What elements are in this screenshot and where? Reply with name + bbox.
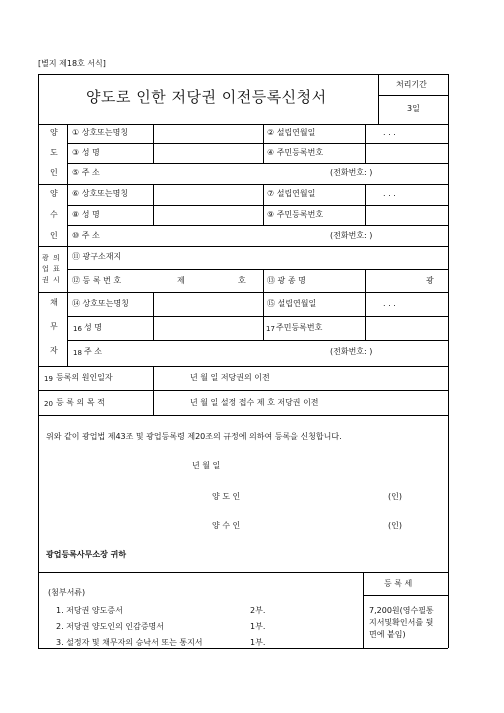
- application-date: 년 월 일: [192, 461, 221, 470]
- assignee-side-2: 수: [50, 210, 58, 219]
- assignor-phone: (전화번호: ): [330, 168, 373, 177]
- assignee-person-label: ⑧ 성 명: [72, 210, 100, 219]
- debtor-person-label: 성 명: [84, 323, 102, 332]
- rule: [263, 269, 264, 292]
- assignee-date-dots: . . .: [383, 189, 396, 198]
- assignee-name-label: ⑥ 상호또는명칭: [72, 189, 129, 198]
- registration-tax-line-1: 7,200원(영수필통: [369, 606, 434, 615]
- border-top: [38, 74, 448, 75]
- debtor-address-label: 주 소: [84, 347, 102, 356]
- mining-side-6: 시: [53, 276, 60, 284]
- rule: [263, 292, 264, 340]
- registration-tax-label: 등 록 세: [384, 579, 413, 588]
- rule: [67, 225, 448, 226]
- rule: [365, 184, 366, 226]
- rule: [365, 292, 366, 340]
- rule: [365, 124, 366, 164]
- assignor-date-dots: . . .: [383, 128, 396, 137]
- registration-je: 제: [177, 276, 185, 285]
- assignor-address-label: ⑤ 주 소: [72, 168, 100, 177]
- rule: [67, 205, 448, 206]
- purpose-label: 등 록 의 목 적: [56, 398, 105, 407]
- debtor-date-dots: . . .: [383, 299, 396, 308]
- cause-date-label: 등록의 원인일자: [56, 373, 113, 382]
- rule: [67, 340, 448, 341]
- rule: [363, 595, 448, 596]
- application-statement: 위와 같이 광업법 제43조 및 광업등록령 제20조의 규정에 의하여 등록을 신청합니다.: [46, 432, 342, 441]
- assignor-founding-date-label: ② 설립연월일: [267, 128, 316, 137]
- border-right: [448, 74, 449, 648]
- debtor-person-num: 16: [73, 325, 82, 333]
- rule: [153, 292, 154, 340]
- mining-side-2: 업: [42, 265, 49, 273]
- processing-divider: [378, 74, 379, 124]
- assignee-sign-label: 양 수 인: [212, 521, 241, 530]
- debtor-founding-date-label: ⑮ 설립연월일: [267, 299, 317, 308]
- attachment-count-2: 1부.: [250, 622, 266, 631]
- mineral-unit: 광: [426, 276, 434, 285]
- rule: [153, 184, 154, 226]
- row19-num: 19: [44, 375, 53, 383]
- attachment-item-3: 3. 설정자 및 채무자의 승낙서 또는 통지서: [56, 638, 203, 647]
- debtor-id-label: 주민등록번호: [276, 323, 323, 332]
- debtor-address-num: 18: [73, 349, 82, 357]
- rule: [67, 269, 448, 270]
- processing-split: [378, 95, 448, 96]
- rule: [38, 572, 448, 573]
- processing-period-value: 3일: [407, 104, 420, 113]
- rule: [38, 390, 448, 391]
- registration-ho: 호: [238, 276, 246, 285]
- assignee-side-3: 인: [50, 231, 58, 240]
- rule: [263, 184, 264, 226]
- cause-date-value: 년 월 일 저당권의 이전: [190, 373, 270, 382]
- purpose-value: 년 월 일 설정 접수 제 호 저당권 이전: [190, 398, 319, 407]
- rule: [38, 415, 448, 416]
- debtor-name-label: ⑭ 상호또는명칭: [72, 299, 129, 308]
- assignee-phone: (전화번호: ): [330, 231, 373, 240]
- mineral-type-label: ⑬ 광 종 명: [267, 276, 306, 285]
- rule: [365, 269, 366, 292]
- rule: [67, 316, 448, 317]
- debtor-side-3: 자: [50, 346, 58, 355]
- registration-tax-line-3: 면에 붙임): [369, 630, 406, 639]
- attachments-header: (첨부서류): [48, 588, 86, 597]
- debtor-id-num: 17: [266, 325, 275, 333]
- assignee-founding-date-label: ⑦ 설립연월일: [267, 189, 316, 198]
- assignor-person-label: ③ 성 명: [72, 148, 100, 157]
- rule: [363, 572, 364, 648]
- debtor-side-2: 무: [50, 322, 58, 331]
- registration-number-label: ⑫ 등 록 번 호: [72, 276, 122, 285]
- attachment-item-2: 2. 저당권 양도인의 인감증명서: [56, 622, 164, 631]
- form-label: [별지 제18호 서식]: [38, 59, 106, 68]
- assignee-id-label: ⑨ 주민등록번호: [267, 210, 324, 219]
- debtor-bottom: [38, 366, 448, 367]
- rule: [67, 163, 448, 164]
- assignor-seal: (인): [388, 492, 402, 501]
- assignee-seal: (인): [388, 521, 402, 530]
- debtor-phone: (전화번호: ): [330, 347, 373, 356]
- debtor-side-1: 채: [50, 298, 58, 307]
- mining-side-5: 표: [53, 265, 60, 273]
- addressee: 광업등록사무소장 귀하: [46, 550, 127, 559]
- assignor-side-1: 양: [50, 128, 58, 137]
- assignor-side-3: 인: [50, 168, 58, 177]
- attachment-count-1: 2부.: [250, 606, 266, 615]
- side-col-line: [67, 124, 68, 366]
- assignor-side-2: 도: [50, 148, 58, 157]
- row20-num: 20: [44, 400, 53, 408]
- assignor-id-label: ④ 주민등록번호: [267, 148, 324, 157]
- assignor-sign-label: 양 도 인: [212, 492, 241, 501]
- processing-period-label: 처리기간: [396, 80, 427, 89]
- rule: [153, 366, 154, 415]
- mine-location-label: ⑪ 광구소재지: [72, 252, 122, 261]
- assignor-name-label: ① 상호또는명칭: [72, 128, 129, 137]
- header-bottom: [38, 124, 448, 125]
- mining-side-1: 광: [42, 254, 49, 262]
- border-bottom: [38, 648, 448, 649]
- rule: [263, 124, 264, 164]
- registration-tax-line-2: 지서및확인서를 뒷: [369, 618, 434, 627]
- rule: [153, 124, 154, 164]
- rule: [67, 143, 448, 144]
- assignee-side-1: 양: [50, 189, 58, 198]
- mining-side-3: 권: [42, 276, 49, 284]
- mining-side-4: 의: [53, 254, 60, 262]
- assignor-bottom: [38, 184, 448, 185]
- form-title: 양도로 인한 저당권 이전등록신청서: [86, 88, 327, 106]
- border-left: [38, 74, 39, 648]
- assignee-bottom: [38, 246, 448, 247]
- attachment-item-1: 1. 저당권 양도증서: [56, 606, 123, 615]
- attachment-count-3: 1부.: [250, 638, 266, 647]
- mining-bottom: [38, 292, 448, 293]
- assignee-address-label: ⑩ 주 소: [72, 231, 100, 240]
